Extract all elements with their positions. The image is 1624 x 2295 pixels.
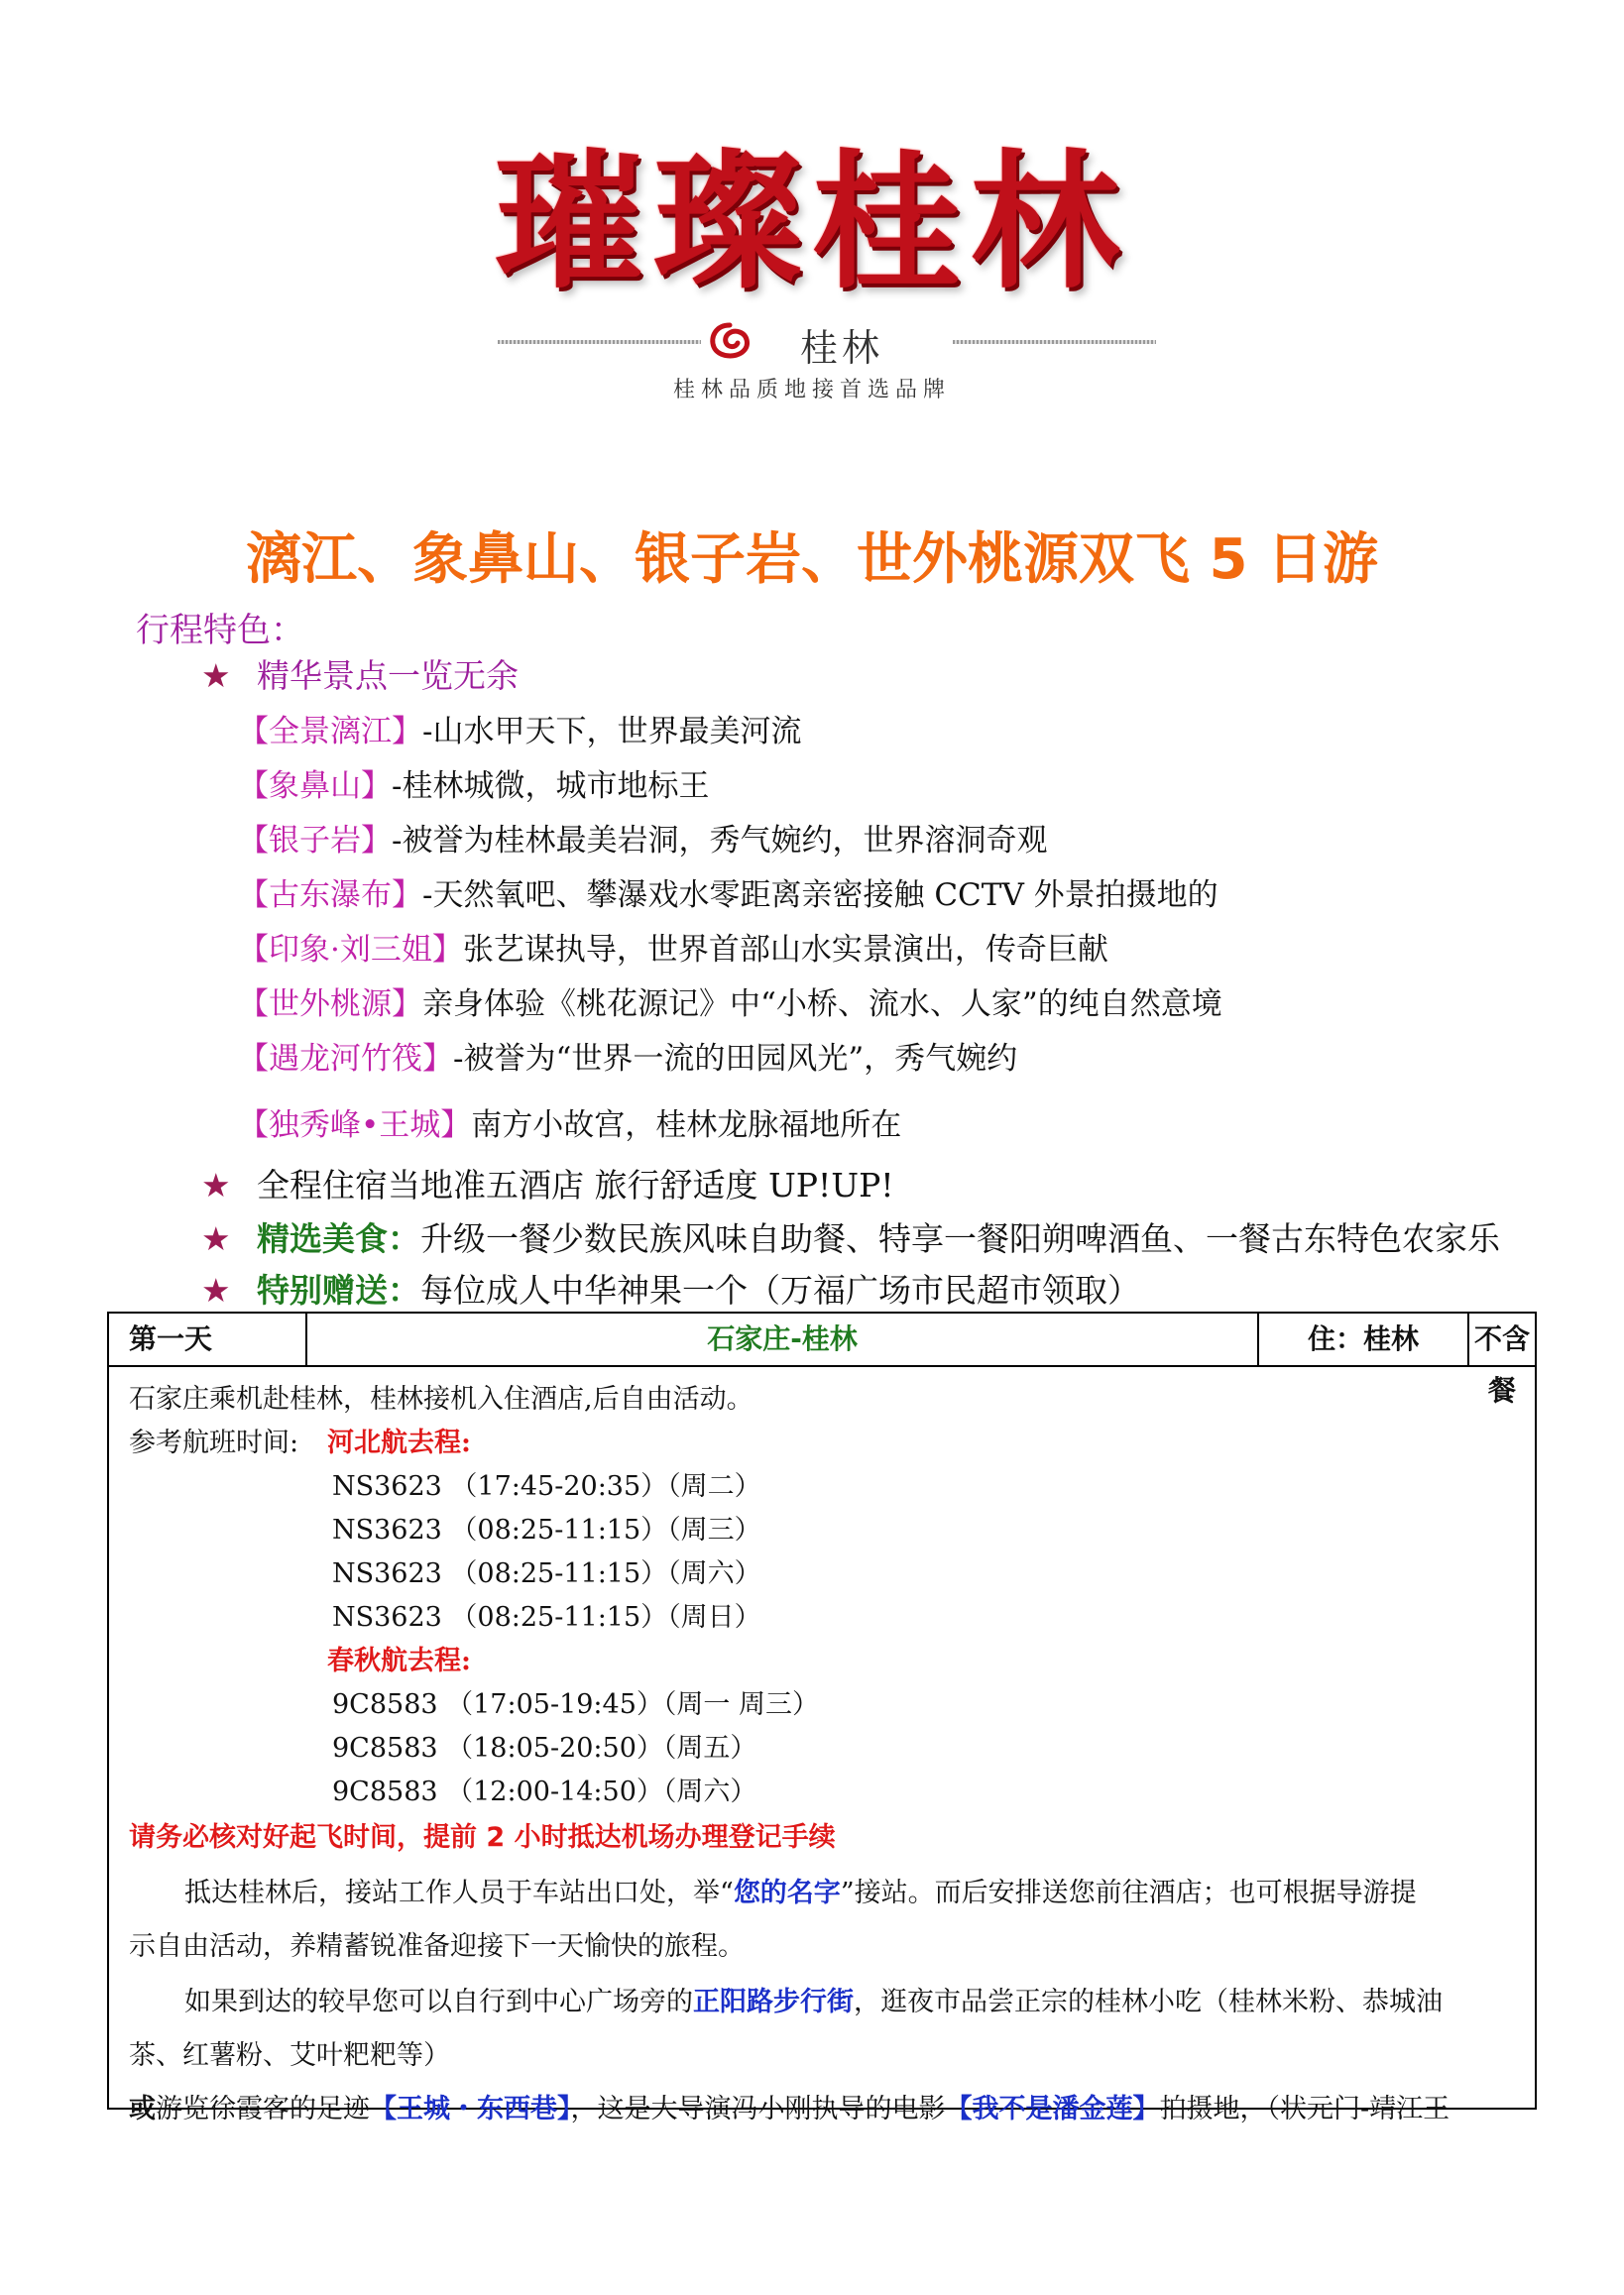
day-label: 第一天	[109, 1314, 307, 1365]
highlight-title: 精华景点一览无余	[257, 656, 519, 695]
food-label: 精选美食：	[257, 1219, 420, 1258]
paragraph-1-cont: 示自由活动，养精蓄锐准备迎接下一天愉快的旅程。	[129, 1931, 745, 1962]
spot-desc: -被誉为“世界一流的田园风光”，秀气婉约	[453, 1041, 1018, 1077]
spot-name: 【银子岩】	[238, 823, 392, 859]
warning-text: 请务必核对好起飞时间，提前 2 小时抵达机场办理登记手续	[129, 1822, 836, 1853]
spot-desc: -山水甲天下，世界最美河流	[422, 714, 802, 749]
paragraph-1	[184, 1871, 1417, 1909]
p3-text-c: 拍摄地，（状元门-靖江王	[1159, 2094, 1450, 2124]
or-label: 或	[129, 2094, 156, 2124]
logo	[0, 137, 1624, 402]
flight-item: NS3623 （08:25-11:15）（周日）	[332, 1602, 761, 1633]
highlight-line	[201, 656, 519, 696]
paragraph-2	[184, 1980, 1443, 2018]
star-icon: ★	[201, 1219, 231, 1258]
p3-text-a: 游览徐霞客的足迹	[156, 2094, 370, 2124]
spot-desc: 亲身体验《桃花源记》中“小桥、流水、人家”的纯自然意境	[422, 986, 1222, 1022]
spot-item	[238, 930, 1108, 970]
meal-label: 不含餐	[1473, 1322, 1530, 1407]
spot-desc: -桂林城微，城市地标王	[392, 768, 710, 804]
spot-item	[238, 875, 1218, 915]
star-icon: ★	[201, 656, 231, 695]
spot-desc: 张艺谋执导，世界首部山水实景演出，传奇巨献	[462, 932, 1108, 968]
spot-item	[238, 1105, 901, 1145]
p1-text-b: ”接站。而后安排送您前往酒店；也可根据导游提	[840, 1878, 1417, 1908]
flight-item: NS3623 （08:25-11:15）（周三）	[332, 1515, 761, 1546]
logo-sub-text: 桂林	[800, 326, 884, 370]
spot-name: 【独秀峰•王城】	[238, 1107, 472, 1143]
spot-name: 【象鼻山】	[238, 768, 392, 804]
your-name-highlight: 您的名字	[733, 1878, 841, 1908]
route-label: 石家庄-桂林	[307, 1314, 1259, 1365]
place-highlight: 【王城・东西巷】	[370, 2094, 571, 2124]
flight-item: NS3623 （08:25-11:15）（周六）	[332, 1558, 761, 1589]
food-text: 升级一餐少数民族风味自助餐、特享一餐阳朔啤酒鱼、一餐古东特色农家乐	[420, 1219, 1500, 1258]
paragraph-2-cont: 茶、红薯粉、艾叶粑粑等）	[129, 2040, 450, 2071]
logo-sub	[498, 321, 1156, 370]
spot-item	[238, 984, 1222, 1024]
spot-item	[238, 766, 709, 806]
p2-text-a: 如果到达的较早您可以自行到中心广场旁的	[184, 1987, 693, 2017]
p2-text-b: ，逛夜市品尝正宗的桂林小吃（桂林米粉、恭城油	[854, 1987, 1443, 2017]
gift-line	[201, 1271, 1140, 1311]
flight-item: 9C8583 （17:05-19:45）（周一 周三）	[332, 1689, 819, 1720]
hotel-line	[201, 1166, 894, 1205]
movie-highlight: 【我不是潘金莲】	[945, 2094, 1160, 2124]
food-line	[201, 1219, 1500, 1259]
gift-text: 每位成人中华神果一个（万福广场市民超市领取）	[420, 1271, 1140, 1310]
spot-name: 【全景漓江】	[238, 714, 422, 749]
hotel-text: 全程住宿当地准五酒店 旅行舒适度 UP!UP!	[257, 1166, 894, 1205]
flight-ref-line	[129, 1421, 298, 1459]
page-title: 漓江、象鼻山、银子岩、世外桃源双飞 5 日游	[246, 527, 1378, 592]
gift-label: 特别赠送：	[257, 1271, 420, 1310]
itinerary-table	[107, 1312, 1537, 2124]
spot-name: 【古东瀑布】	[238, 877, 422, 913]
logo-divider-left	[498, 340, 701, 344]
flight-item: 9C8583 （18:05-20:50）（周五）	[332, 1733, 757, 1764]
spot-item	[238, 821, 1047, 861]
ref-label: 参考航班时间:	[129, 1428, 299, 1458]
flight-item: NS3623 （17:45-20:35）（周二）	[332, 1471, 761, 1502]
p3-text-b: ，这是大导演冯小刚执导的电影	[570, 2094, 946, 2124]
spot-desc: 南方小故宫，桂林龙脉福地所在	[471, 1107, 902, 1143]
intro-line: 石家庄乘机赴桂林，桂林接机入住酒店,后自由活动。	[129, 1384, 754, 1415]
paragraph-3	[129, 2087, 1450, 2125]
spot-name: 【遇龙河竹筏】	[238, 1041, 453, 1077]
p1-text-a: 抵达桂林后，接站工作人员于车站出口处，举“	[184, 1878, 734, 1908]
logo-tagline: 桂林品质地接首选品牌	[672, 378, 951, 402]
spot-desc: -被誉为桂林最美岩洞，秀气婉约，世界溶洞奇观	[392, 823, 1048, 859]
street-highlight: 正阳路步行街	[693, 1987, 854, 2017]
flight-item: 9C8583 （12:00-14:50）（周六）	[332, 1777, 757, 1807]
spot-name: 【印象·刘三姐】	[238, 932, 463, 968]
spot-item	[238, 712, 801, 751]
logo-divider-right	[953, 340, 1156, 344]
spot-desc: -天然氧吧、攀瀑戏水零距离亲密接触 CCTV 外景拍摄地的	[422, 877, 1218, 913]
spot-name: 【世外桃源】	[238, 986, 422, 1022]
stay-label: 住：桂林	[1259, 1314, 1469, 1365]
star-icon: ★	[201, 1271, 231, 1310]
swirl-logo-icon	[708, 321, 752, 361]
logo-title: 璀璨桂林	[494, 137, 1129, 309]
star-icon: ★	[201, 1166, 231, 1205]
features-heading: 行程特色：	[136, 611, 304, 650]
hebei-label: 河北航去程:	[327, 1428, 471, 1458]
spot-item	[238, 1039, 1017, 1079]
spring-label: 春秋航去程:	[327, 1646, 471, 1676]
